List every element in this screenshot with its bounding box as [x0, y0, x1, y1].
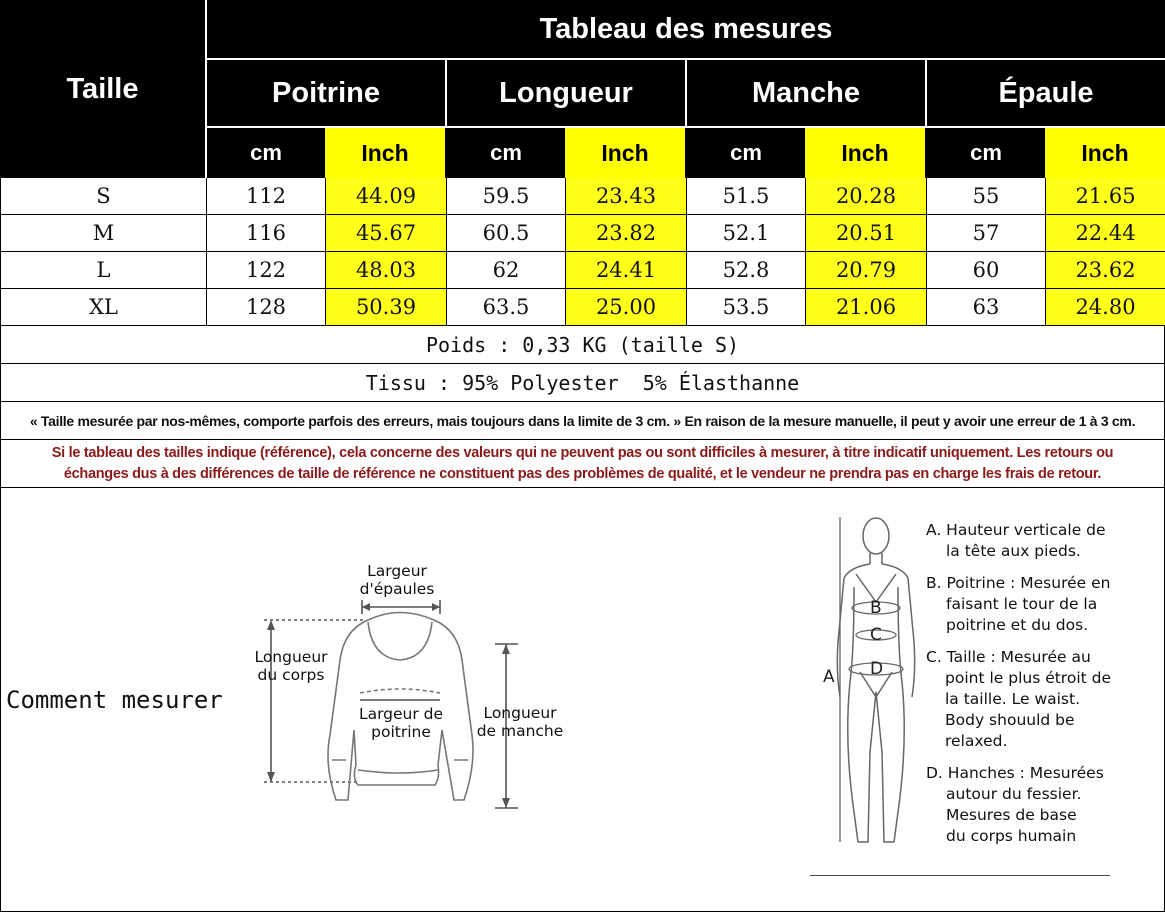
value-cell: 23.82: [566, 215, 687, 252]
size-cell: L: [1, 252, 207, 289]
unit-header-inch: Inch: [1045, 128, 1165, 178]
legend-line: la tête aux pieds.: [946, 542, 1081, 560]
body-length-label: [248, 648, 334, 684]
unit-header-cm: cm: [207, 128, 325, 178]
table-row: [1, 215, 1165, 252]
group-header-length: Longueur: [447, 60, 685, 126]
figure-letter-b: B: [870, 598, 882, 618]
legend-underline: [810, 875, 1110, 876]
value-cell: 44.09: [326, 178, 447, 215]
label-line: Largeur de: [358, 705, 444, 723]
value-cell: 24.80: [1046, 289, 1165, 326]
value-cell: 24.41: [566, 252, 687, 289]
how-to-measure-title: Comment mesurer: [6, 686, 223, 714]
reference-note-line: Si le tableau des tailles indique (référence), cela concerne des valeurs qui ne peuvent pas ou sont difficiles à mesurer, à titre indicatif uniquement. Les retours ou: [51, 445, 1114, 461]
body-figure-diagram: [820, 512, 920, 857]
legend-line: poitrine et du dos.: [946, 616, 1089, 634]
shoulder-width-label: [352, 562, 442, 598]
value-cell: 23.62: [1046, 252, 1165, 289]
value-cell: 62: [447, 252, 566, 289]
value-cell: 45.67: [326, 215, 447, 252]
weight-row: Poids : 0,33 KG (taille S): [0, 326, 1165, 364]
legend-line: autour du fessier.: [946, 785, 1082, 803]
value-cell: 122: [207, 252, 326, 289]
label-line: poitrine: [371, 723, 431, 741]
chest-width-label: [354, 705, 448, 741]
value-cell: 60: [927, 252, 1046, 289]
value-cell: 116: [207, 215, 326, 252]
value-cell: 63.5: [447, 289, 566, 326]
size-table-body: [0, 178, 1165, 326]
value-cell: 57: [927, 215, 1046, 252]
label-line: Longueur: [483, 704, 557, 722]
unit-header-cm: cm: [687, 128, 805, 178]
legend-line: faisant le tour de la: [946, 595, 1098, 613]
value-cell: 20.79: [806, 252, 927, 289]
size-header: Taille: [0, 0, 205, 178]
value-cell: 53.5: [687, 289, 806, 326]
value-cell: 20.51: [806, 215, 927, 252]
legend-line: la taille. Le waist.: [945, 690, 1081, 708]
size-cell: XL: [1, 289, 207, 326]
legend-line: B. Poitrine : Mesurée en: [926, 574, 1111, 592]
value-cell: 51.5: [687, 178, 806, 215]
value-cell: 21.06: [806, 289, 927, 326]
reference-note: [0, 440, 1165, 488]
table-row: [1, 178, 1165, 215]
legend-line: du corps humain: [946, 827, 1077, 845]
value-cell: 22.44: [1046, 215, 1165, 252]
value-cell: 55: [927, 178, 1046, 215]
group-header-sleeve: Manche: [687, 60, 925, 126]
unit-header-inch: Inch: [565, 128, 685, 178]
value-cell: 25.00: [566, 289, 687, 326]
label-line: du corps: [257, 666, 325, 684]
unit-header-cm: cm: [447, 128, 565, 178]
value-cell: 112: [207, 178, 326, 215]
value-cell: 23.43: [566, 178, 687, 215]
legend-item-d: [926, 763, 1158, 847]
value-cell: 20.28: [806, 178, 927, 215]
figure-letter-c: C: [870, 625, 882, 645]
reference-note-line: échanges dus à des différences de taille de référence ne constituent pas des problèmes de qualité, et le vendeur ne prendra pas en charge les frais de retour.: [63, 466, 1102, 482]
group-header-chest: Poitrine: [207, 60, 445, 126]
legend-line: relaxed.: [945, 732, 1008, 750]
value-cell: 63: [927, 289, 1046, 326]
legend-item-c: [926, 647, 1158, 752]
table-row: [1, 289, 1165, 326]
sleeve-length-label: [474, 704, 566, 740]
figure-letter-d: D: [870, 659, 884, 679]
value-cell: 52.8: [687, 252, 806, 289]
unit-header-inch: Inch: [325, 128, 445, 178]
legend-line: C. Taille : Mesurée au: [926, 648, 1091, 666]
value-cell: 59.5: [447, 178, 566, 215]
legend-line: D. Hanches : Mesurées: [926, 764, 1104, 782]
legend-item-b: [926, 573, 1158, 636]
legend-item-a: [926, 520, 1158, 562]
value-cell: 21.65: [1046, 178, 1165, 215]
group-header-shoulder: Épaule: [927, 60, 1165, 126]
fabric-row: Tissu : 95% Polyester 5% Élasthanne: [0, 364, 1165, 402]
table-row: [1, 252, 1165, 289]
value-cell: 48.03: [326, 252, 447, 289]
unit-header-inch: Inch: [805, 128, 925, 178]
value-cell: 128: [207, 289, 326, 326]
sweater-diagram: [240, 560, 580, 820]
unit-header-cm: cm: [927, 128, 1045, 178]
legend-line: Body shouuld be: [945, 711, 1075, 729]
label-line: de manche: [476, 722, 564, 740]
figure-letter-a: A: [823, 667, 835, 687]
value-cell: 52.1: [687, 215, 806, 252]
size-cell: M: [1, 215, 207, 252]
label-line: Longueur: [254, 648, 328, 666]
size-cell: S: [1, 178, 207, 215]
legend-line: Mesures de base: [946, 806, 1077, 824]
table-title: Tableau des mesures: [207, 0, 1165, 58]
label-line: d'épaules: [359, 580, 435, 598]
measure-note: « Taille mesurée par nos-mêmes, comporte parfois des erreurs, mais toujours dans la limite de 3 cm. » En raison de la mesure manuelle, il peut y avoir une erreur de 1 à 3 cm.: [0, 402, 1165, 440]
measurement-legend: [926, 520, 1158, 847]
value-cell: 50.39: [326, 289, 447, 326]
legend-line: point le plus étroit de: [945, 669, 1112, 687]
value-cell: 60.5: [447, 215, 566, 252]
legend-line: A. Hauteur verticale de: [926, 521, 1106, 539]
label-line: Largeur: [367, 562, 427, 580]
